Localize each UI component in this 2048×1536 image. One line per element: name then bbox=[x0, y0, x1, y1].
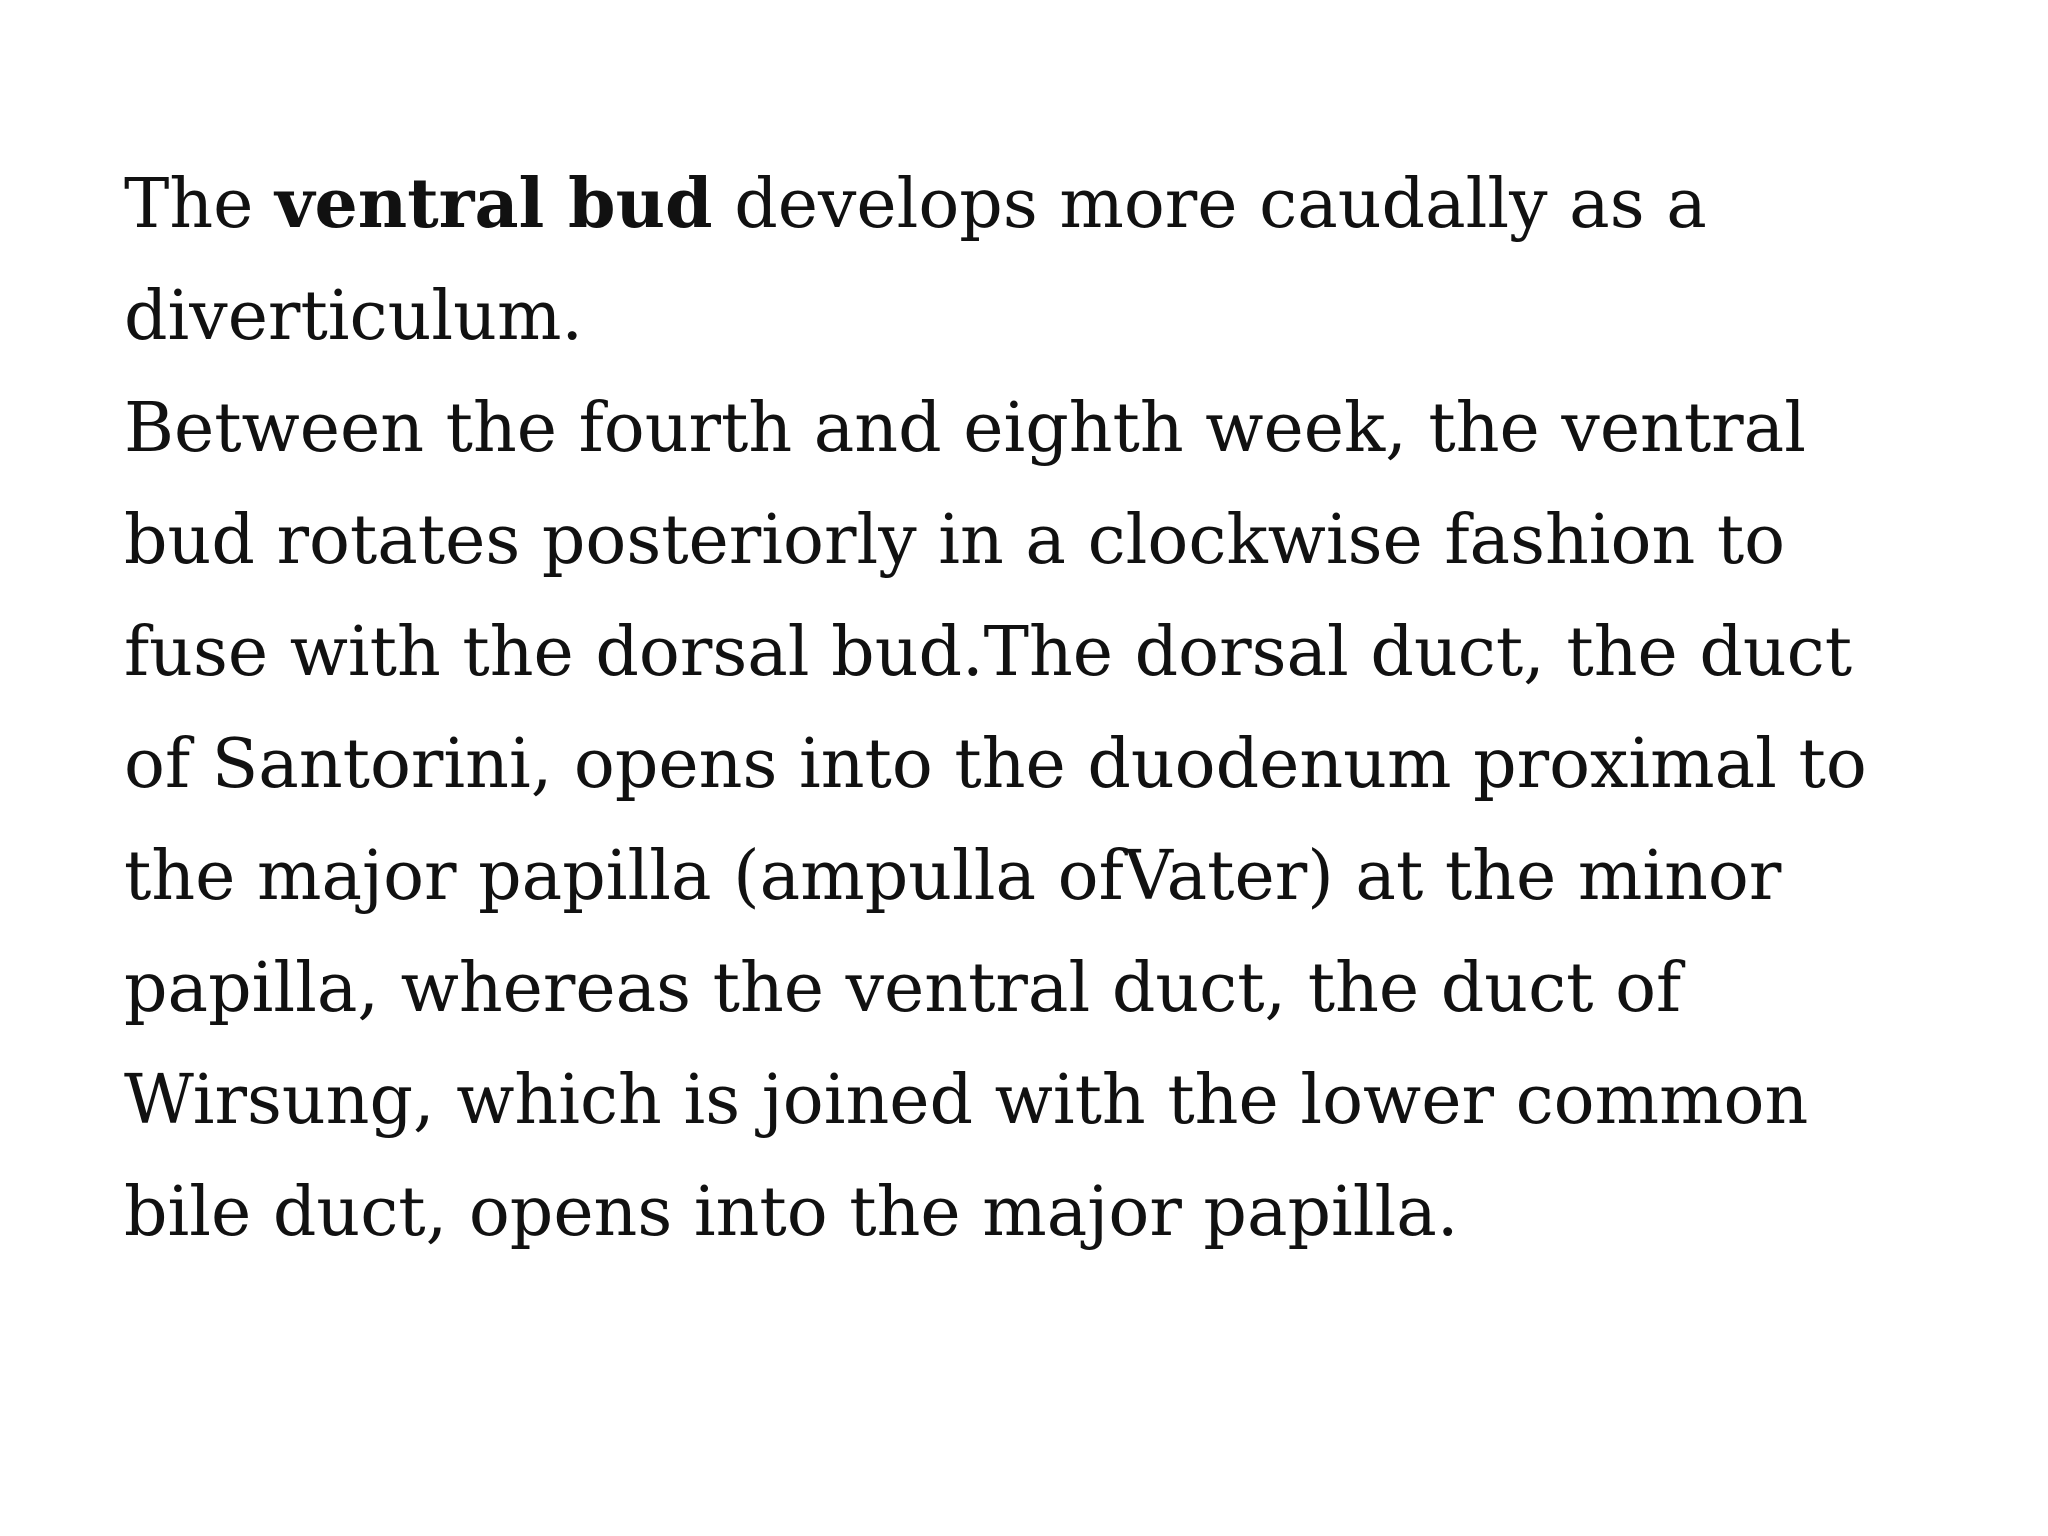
text-line-6: of Santorini, opens into the duodenum proximal to bbox=[124, 725, 1867, 804]
text-line-3: Between the fourth and eighth week, the ventral bbox=[124, 389, 1806, 468]
text-line-2: diverticulum. bbox=[124, 277, 584, 356]
text-line-4: bud rotates posteriorly in a clockwise fashion to bbox=[124, 501, 1786, 580]
text-line-9: Wirsung, which is joined with the lower common bbox=[124, 1061, 1809, 1140]
text-line-10: bile duct, opens into the major papilla. bbox=[124, 1173, 1459, 1252]
text-suffix: develops more caudally as a bbox=[712, 165, 1707, 244]
text-line-7: the major papilla (ampulla ofVater) at the minor bbox=[124, 837, 1782, 916]
text-line-5: fuse with the dorsal bud.The dorsal duct, the duct bbox=[124, 613, 1853, 692]
text-prefix: The bbox=[124, 165, 276, 244]
slide-body-text bbox=[124, 148, 2004, 1269]
text-line-8: papilla, whereas the ventral duct, the duct of bbox=[124, 949, 1682, 1028]
text-line-1 bbox=[124, 148, 2004, 261]
bold-term-ventral-bud: ventral bud bbox=[275, 164, 713, 244]
